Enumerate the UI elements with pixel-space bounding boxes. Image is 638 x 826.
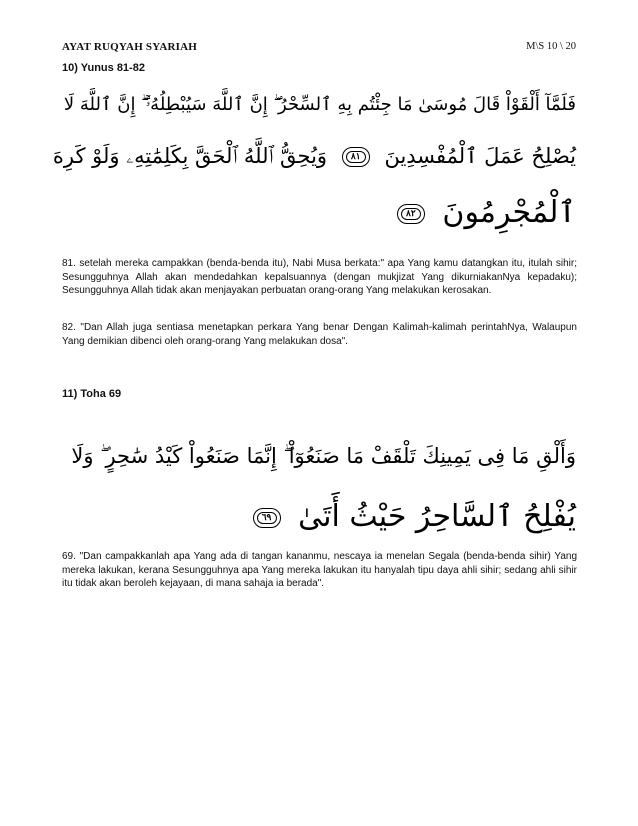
arabic-verse-line bbox=[245, 499, 576, 534]
arabic-verse-line bbox=[389, 195, 576, 230]
ayah-number-marker bbox=[342, 147, 370, 167]
section-heading-yunus: 10) Yunus 81-82 bbox=[62, 62, 145, 74]
document-title: AYAT RUQYAH SYARIAH bbox=[62, 41, 198, 53]
arabic-verse-segment: وَيُحِقُّ ٱللَّهُ ٱلْحَقَّ بِكَلِمَٰتِهِۦ وَلَوْ كَرِهَ bbox=[52, 144, 328, 168]
page-header bbox=[62, 41, 576, 55]
arabic-verse-line: وَأَلْقِ مَا فِى يَمِينِكَ تَلْقَفْ مَا صَنَعُوٓاْ ۖ إِنَّمَا صَنَعُواْ كَيْدُ سَٰحِرٍ ۖ وَلَا bbox=[71, 444, 576, 468]
arabic-verse-line: فَلَمَّآ أَلْقَوْاْ قَالَ مُوسَىٰ مَا جِئْتُم بِهِ ٱلسِّحْرُ ۖ إِنَّ ٱللَّهَ سَيُبْطِلُهُۥٓ ۖ إِنَّ ٱللَّهَ لَا bbox=[63, 94, 576, 115]
arabic-verse-line bbox=[53, 146, 576, 167]
ayah-number: ٨١ bbox=[350, 151, 361, 161]
ayah-number: ٨٢ bbox=[406, 207, 416, 218]
translation-paragraph: 81. setelah mereka campakkan (benda-benda itu), Nabi Musa berkata:" apa Yang kamu datangkan itu, itulah sihir; Sesungguhnya Allah akan mendedahkan kepalsuannya (dengan mukjizat Yang dikurniakanNya kepadaku); Sesungguhnya Allah tidak akan menjayakan perbuatan orang-orang Yang melakukan kerosakan. bbox=[62, 258, 577, 297]
translation-paragraph: 82. "Dan Allah juga sentiasa menetapkan perkara Yang benar Dengan Kalimah-kalimah perintahNya, Walaupun Yang demikian dibenci oleh orang-orang Yang melakukan dosa". bbox=[62, 322, 577, 347]
ayah-number-marker bbox=[253, 508, 281, 528]
ayah-number: ٦٩ bbox=[261, 511, 272, 522]
ayah-number-marker bbox=[397, 204, 425, 224]
arabic-verse-segment: يُفْلِحُ ٱلسَّاحِرُ حَيْثُ أَتَىٰ bbox=[298, 499, 576, 534]
arabic-verse-segment: ٱلْمُجْرِمُونَ bbox=[442, 195, 576, 230]
section-heading-toha: 11) Toha 69 bbox=[62, 388, 122, 400]
arabic-verse-segment: يُصْلِحُ عَمَلَ ٱلْمُفْسِدِينَ bbox=[384, 144, 576, 168]
page-reference: M\S 10 \ 20 bbox=[526, 41, 576, 52]
translation-paragraph: 69. "Dan campakkanlah apa Yang ada di tangan kananmu, nescaya ia menelan Segala (benda-benda sihir) Yang mereka lakukan, kerana Sesungguhnya apa Yang mereka lakukan itu hanyalah tipu daya ahli sihir; sedang ahli sihir itu tidak akan beroleh kejayaan, di mana sahaja ia berada". bbox=[62, 551, 577, 590]
